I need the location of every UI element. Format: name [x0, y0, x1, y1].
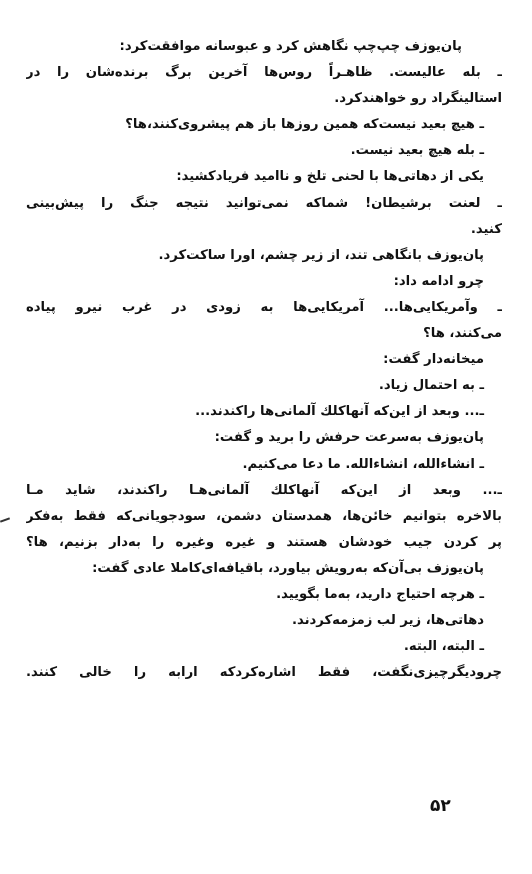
text-line: پر کردن جیب خودشان هستند و غیره وغیره را به‌دار بزنیم، ها؟ [26, 534, 502, 550]
text-line: ـ البته، البته. [403, 639, 484, 655]
text-line: ـ... وبعد از این‌که آنهاکلك آلمانی‌ها راکندند... [195, 404, 484, 420]
text-line: ـ وآمریکایی‌ها... آمریکایی‌ها به زودی در غرب نیرو پیاده [26, 299, 502, 315]
margin-mark [0, 517, 10, 522]
text-line: دهاتی‌ها، زیر لب زمزمه‌کردند. [291, 613, 484, 629]
text-line: یکی از دهاتی‌ها با لحنی تلخ و ناامید فریادکشید: [176, 169, 484, 185]
text-line: چرودیگرچیزی‌نگفت، فقط اشاره‌کردکه ارابه را خالی کنند. [26, 665, 502, 681]
text-line: ـ هرچه احتیاج دارید، به‌ما بگویید. [276, 586, 484, 602]
text-line: چرو ادامه داد: [393, 273, 484, 289]
text-line: میخانه‌دار گفت: [383, 352, 484, 368]
text-line: کنید. [470, 221, 502, 237]
text-line: ـ انشاءالله، انشاءالله. ما دعا می‌کنیم. [242, 456, 484, 472]
text-line: ـ به احتمال زیاد. [378, 378, 484, 394]
text-line: ـ بله عالیست. ظاهـراً روس‌ها آخرین برگ برنده‌شان را در [26, 65, 502, 81]
text-line: ـ بله هیچ بعید نیست. [350, 143, 484, 159]
text-line: پان‌یوزف بانگاهی تند، از زیر چشم، اورا ساکت‌کرد. [158, 247, 484, 263]
text-line: می‌کنند، ها؟ [423, 326, 502, 342]
text-line: ـ لعنت برشیطان! شماکه نمی‌توانید نتیجه جنگ را پیش‌بینی [26, 195, 502, 211]
page-number: ۵۲ [430, 796, 451, 816]
book-page-text [26, 34, 502, 686]
text-line: استالینگراد رو خواهندکرد. [334, 91, 502, 107]
text-line: بالاخره بتوانیم خائن‌ها، همدستان دشمن، سودجویانی‌که فقط به‌فکر [26, 508, 502, 524]
text-line: پان‌یوزف بی‌آن‌که به‌رویش بیاورد، باقیافه‌ای‌کاملا عادی گفت: [92, 560, 484, 576]
text-line: پان‌یوزف به‌سرعت حرفش را برید و گفت: [214, 430, 484, 446]
text-line: ـ هیچ بعید نیست‌که همین روزها باز هم پیشروی‌کنند،ها؟ [125, 117, 484, 133]
text-line: ـ... وبعد از این‌که آنهاکلك آلمانی‌هـا راکندند، شاید مـا [26, 482, 502, 498]
text-line: پان‌یوزف چپ‌چپ نگاهش کرد و عبوسانه موافقت‌کرد: [119, 39, 462, 54]
